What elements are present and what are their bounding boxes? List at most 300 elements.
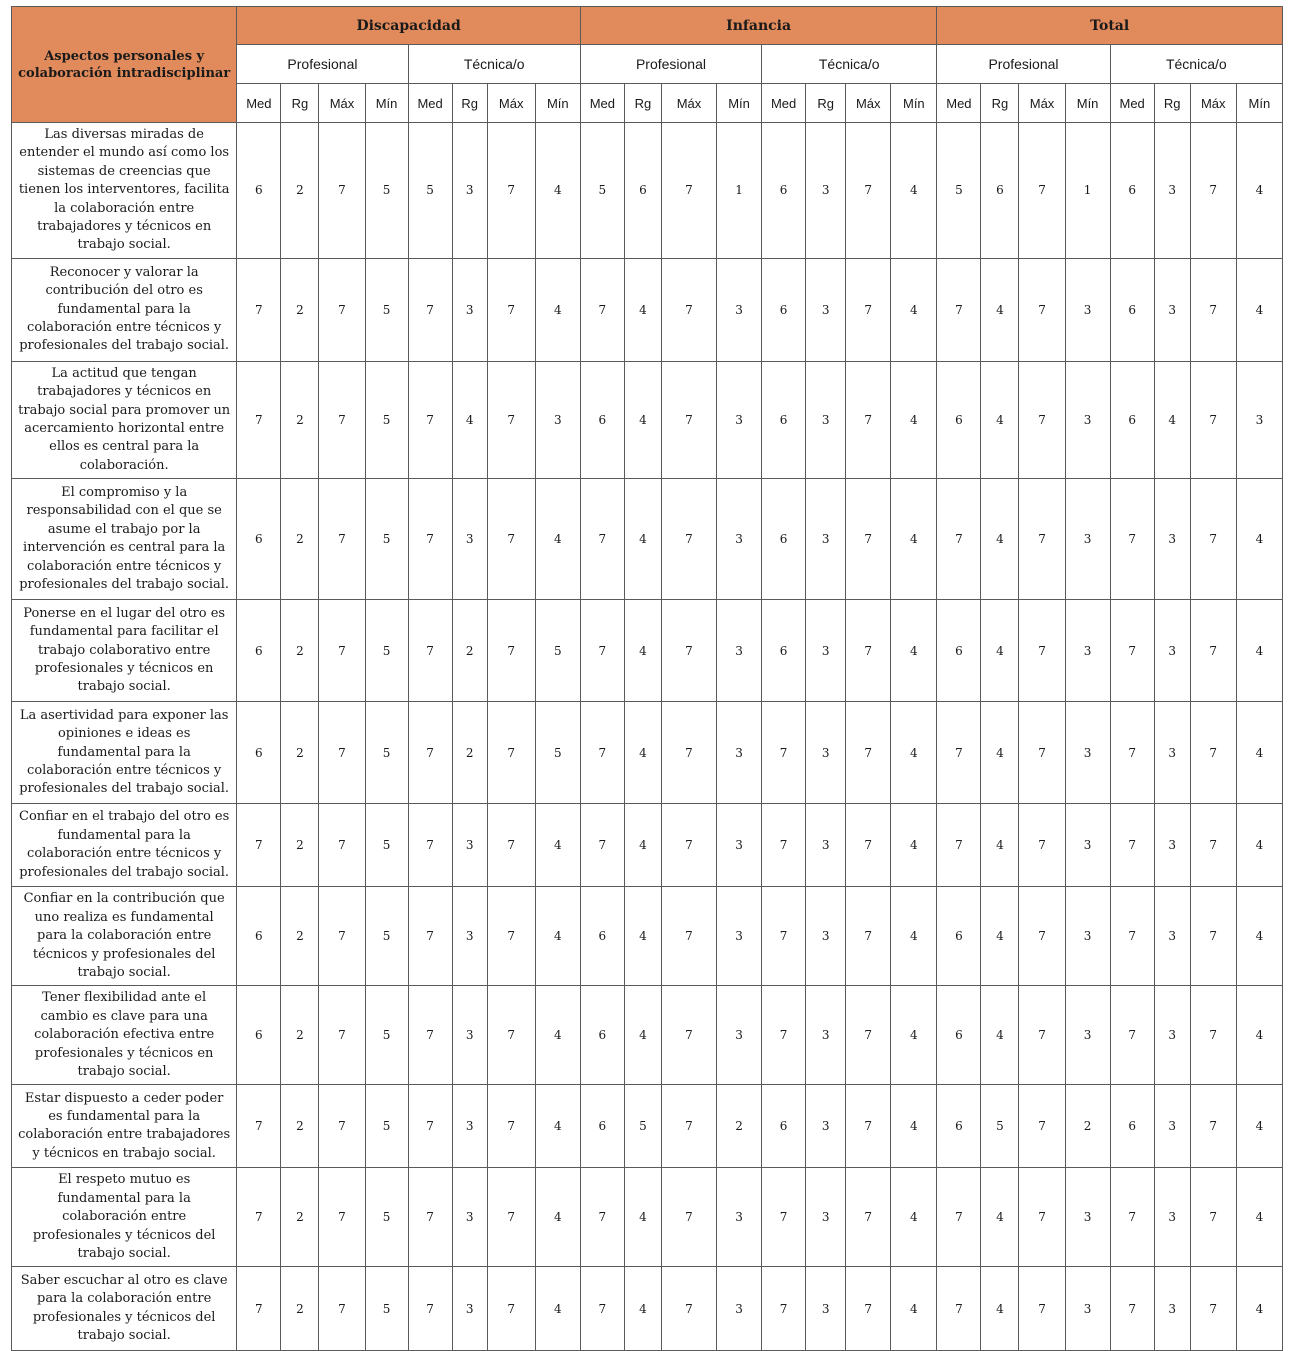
table-row bbox=[12, 1168, 1283, 1267]
value-cell: 4 bbox=[624, 1267, 661, 1351]
stat-header-rg: Rg bbox=[1154, 84, 1190, 123]
value-cell: 5 bbox=[365, 600, 408, 702]
value-cell: 3 bbox=[452, 1085, 487, 1168]
value-cell: 4 bbox=[624, 804, 661, 887]
value-cell: 4 bbox=[535, 1168, 580, 1267]
value-cell: 7 bbox=[319, 361, 365, 478]
value-cell: 3 bbox=[806, 258, 846, 361]
value-cell: 4 bbox=[891, 1168, 937, 1267]
value-cell: 7 bbox=[1190, 804, 1236, 887]
value-cell: 3 bbox=[806, 1085, 846, 1168]
value-cell: 2 bbox=[281, 1168, 319, 1267]
role-header-profesional: Profesional bbox=[237, 45, 408, 84]
value-cell: 2 bbox=[452, 702, 487, 804]
value-cell: 7 bbox=[762, 702, 806, 804]
row-header-label: Aspectos personales y colaboración intradisciplinar bbox=[12, 7, 237, 123]
value-cell: 1 bbox=[1065, 123, 1110, 259]
value-cell: 4 bbox=[624, 887, 661, 986]
value-cell: 4 bbox=[1236, 1168, 1282, 1267]
value-cell: 3 bbox=[1154, 479, 1190, 600]
value-cell: 3 bbox=[806, 123, 846, 259]
value-cell: 6 bbox=[624, 123, 661, 259]
value-cell: 7 bbox=[1019, 479, 1065, 600]
value-cell: 7 bbox=[1110, 600, 1154, 702]
value-cell: 7 bbox=[1019, 600, 1065, 702]
value-cell: 7 bbox=[937, 479, 981, 600]
value-cell: 7 bbox=[319, 1085, 365, 1168]
value-cell: 7 bbox=[487, 702, 535, 804]
results-table bbox=[11, 6, 1283, 1351]
value-cell: 3 bbox=[806, 479, 846, 600]
value-cell: 7 bbox=[237, 1267, 281, 1351]
value-cell: 7 bbox=[580, 479, 624, 600]
value-cell: 3 bbox=[717, 804, 762, 887]
value-cell: 7 bbox=[661, 887, 716, 986]
value-cell: 6 bbox=[237, 702, 281, 804]
value-cell: 6 bbox=[937, 1085, 981, 1168]
value-cell: 7 bbox=[1019, 804, 1065, 887]
value-cell: 7 bbox=[408, 258, 452, 361]
value-cell: 7 bbox=[487, 1168, 535, 1267]
stat-header-max: Máx bbox=[661, 84, 716, 123]
value-cell: 6 bbox=[580, 986, 624, 1085]
value-cell: 7 bbox=[408, 702, 452, 804]
role-header-profesional: Profesional bbox=[937, 45, 1110, 84]
value-cell: 5 bbox=[365, 1085, 408, 1168]
stat-header-max: Máx bbox=[487, 84, 535, 123]
value-cell: 7 bbox=[1110, 804, 1154, 887]
value-cell: 7 bbox=[237, 804, 281, 887]
value-cell: 7 bbox=[762, 804, 806, 887]
value-cell: 7 bbox=[319, 804, 365, 887]
value-cell: 7 bbox=[487, 600, 535, 702]
value-cell: 4 bbox=[1236, 600, 1282, 702]
value-cell: 5 bbox=[365, 258, 408, 361]
table-row bbox=[12, 258, 1283, 361]
value-cell: 3 bbox=[1154, 123, 1190, 259]
value-cell: 5 bbox=[365, 361, 408, 478]
value-cell: 7 bbox=[487, 123, 535, 259]
value-cell: 4 bbox=[891, 986, 937, 1085]
value-cell: 6 bbox=[762, 258, 806, 361]
value-cell: 3 bbox=[806, 887, 846, 986]
value-cell: 5 bbox=[624, 1085, 661, 1168]
value-cell: 7 bbox=[846, 702, 891, 804]
value-cell: 7 bbox=[1019, 258, 1065, 361]
value-cell: 7 bbox=[487, 258, 535, 361]
stat-header-min: Mín bbox=[365, 84, 408, 123]
aspect-label: El compromiso y la responsabilidad con el que se asume el trabajo por la intervención es central para la colaboración entre técnicos y profesionales del trabajo social. bbox=[12, 479, 237, 600]
value-cell: 5 bbox=[365, 1267, 408, 1351]
value-cell: 6 bbox=[762, 361, 806, 478]
value-cell: 7 bbox=[408, 600, 452, 702]
stat-header-rg: Rg bbox=[981, 84, 1019, 123]
value-cell: 3 bbox=[1065, 258, 1110, 361]
value-cell: 6 bbox=[1110, 123, 1154, 259]
value-cell: 5 bbox=[937, 123, 981, 259]
value-cell: 7 bbox=[1019, 1267, 1065, 1351]
value-cell: 3 bbox=[452, 123, 487, 259]
stat-header-med: Med bbox=[237, 84, 281, 123]
value-cell: 3 bbox=[1154, 986, 1190, 1085]
value-cell: 6 bbox=[237, 600, 281, 702]
value-cell: 7 bbox=[846, 1168, 891, 1267]
value-cell: 3 bbox=[717, 1168, 762, 1267]
value-cell: 7 bbox=[1190, 1085, 1236, 1168]
value-cell: 3 bbox=[717, 986, 762, 1085]
value-cell: 4 bbox=[981, 600, 1019, 702]
value-cell: 7 bbox=[846, 258, 891, 361]
value-cell: 7 bbox=[937, 258, 981, 361]
value-cell: 7 bbox=[937, 1168, 981, 1267]
value-cell: 7 bbox=[1110, 1168, 1154, 1267]
value-cell: 6 bbox=[237, 887, 281, 986]
value-cell: 7 bbox=[762, 887, 806, 986]
value-cell: 2 bbox=[281, 804, 319, 887]
value-cell: 4 bbox=[891, 600, 937, 702]
value-cell: 4 bbox=[1236, 1267, 1282, 1351]
value-cell: 7 bbox=[661, 986, 716, 1085]
value-cell: 4 bbox=[624, 479, 661, 600]
value-cell: 4 bbox=[535, 1267, 580, 1351]
value-cell: 2 bbox=[1065, 1085, 1110, 1168]
value-cell: 3 bbox=[1154, 887, 1190, 986]
value-cell: 5 bbox=[365, 123, 408, 259]
value-cell: 4 bbox=[981, 1267, 1019, 1351]
value-cell: 7 bbox=[487, 804, 535, 887]
stat-header-med: Med bbox=[408, 84, 452, 123]
table-row bbox=[12, 804, 1283, 887]
value-cell: 4 bbox=[1236, 258, 1282, 361]
value-cell: 4 bbox=[981, 361, 1019, 478]
value-cell: 7 bbox=[1190, 258, 1236, 361]
value-cell: 7 bbox=[846, 123, 891, 259]
value-cell: 7 bbox=[580, 1267, 624, 1351]
table-row bbox=[12, 887, 1283, 986]
value-cell: 7 bbox=[846, 600, 891, 702]
value-cell: 7 bbox=[1110, 887, 1154, 986]
value-cell: 5 bbox=[365, 887, 408, 986]
value-cell: 5 bbox=[365, 986, 408, 1085]
value-cell: 7 bbox=[846, 804, 891, 887]
aspect-label: La asertividad para exponer las opiniones e ideas es fundamental para la colaboración entre técnicos y profesionales del trabajo social. bbox=[12, 702, 237, 804]
value-cell: 5 bbox=[580, 123, 624, 259]
group-header-discapacidad: Discapacidad bbox=[237, 7, 581, 45]
value-cell: 7 bbox=[487, 1267, 535, 1351]
value-cell: 6 bbox=[981, 123, 1019, 259]
value-cell: 7 bbox=[1019, 986, 1065, 1085]
stat-header-med: Med bbox=[937, 84, 981, 123]
value-cell: 3 bbox=[717, 361, 762, 478]
table-header bbox=[12, 7, 1283, 123]
value-cell: 7 bbox=[580, 702, 624, 804]
value-cell: 7 bbox=[1190, 887, 1236, 986]
value-cell: 7 bbox=[1019, 887, 1065, 986]
value-cell: 7 bbox=[1190, 479, 1236, 600]
value-cell: 7 bbox=[319, 1168, 365, 1267]
stat-header-med: Med bbox=[1110, 84, 1154, 123]
value-cell: 3 bbox=[1065, 986, 1110, 1085]
value-cell: 7 bbox=[408, 887, 452, 986]
stat-header-rg: Rg bbox=[806, 84, 846, 123]
value-cell: 5 bbox=[535, 702, 580, 804]
value-cell: 6 bbox=[580, 1085, 624, 1168]
value-cell: 6 bbox=[237, 123, 281, 259]
value-cell: 7 bbox=[1110, 986, 1154, 1085]
group-header-infancia: Infancia bbox=[580, 7, 937, 45]
value-cell: 7 bbox=[319, 702, 365, 804]
value-cell: 7 bbox=[1190, 123, 1236, 259]
value-cell: 4 bbox=[1236, 702, 1282, 804]
value-cell: 6 bbox=[1110, 258, 1154, 361]
value-cell: 6 bbox=[762, 1085, 806, 1168]
value-cell: 3 bbox=[452, 986, 487, 1085]
value-cell: 4 bbox=[535, 1085, 580, 1168]
value-cell: 6 bbox=[237, 986, 281, 1085]
value-cell: 7 bbox=[1190, 1168, 1236, 1267]
value-cell: 7 bbox=[661, 1085, 716, 1168]
value-cell: 4 bbox=[624, 600, 661, 702]
value-cell: 7 bbox=[408, 1267, 452, 1351]
value-cell: 7 bbox=[937, 702, 981, 804]
value-cell: 4 bbox=[891, 887, 937, 986]
value-cell: 5 bbox=[535, 600, 580, 702]
value-cell: 7 bbox=[319, 258, 365, 361]
stat-header-max: Máx bbox=[1019, 84, 1065, 123]
value-cell: 3 bbox=[1065, 479, 1110, 600]
value-cell: 6 bbox=[1110, 1085, 1154, 1168]
value-cell: 7 bbox=[319, 1267, 365, 1351]
value-cell: 3 bbox=[1154, 804, 1190, 887]
value-cell: 3 bbox=[806, 804, 846, 887]
value-cell: 7 bbox=[1019, 361, 1065, 478]
aspect-label: Saber escuchar al otro es clave para la colaboración entre profesionales y técnicos del trabajo social. bbox=[12, 1267, 237, 1351]
value-cell: 4 bbox=[1236, 887, 1282, 986]
value-cell: 4 bbox=[981, 702, 1019, 804]
value-cell: 4 bbox=[624, 1168, 661, 1267]
value-cell: 7 bbox=[487, 361, 535, 478]
value-cell: 7 bbox=[1019, 123, 1065, 259]
aspect-label: Las diversas miradas de entender el mundo así como los sistemas de creencias que tienen los interventores, facilita la colaboración entre trabajadores y técnicos en trabajo social. bbox=[12, 123, 237, 259]
value-cell: 2 bbox=[281, 258, 319, 361]
value-cell: 4 bbox=[624, 986, 661, 1085]
value-cell: 3 bbox=[717, 887, 762, 986]
value-cell: 6 bbox=[1110, 361, 1154, 478]
value-cell: 3 bbox=[806, 1168, 846, 1267]
value-cell: 6 bbox=[237, 479, 281, 600]
value-cell: 7 bbox=[319, 887, 365, 986]
stat-header-min: Mín bbox=[891, 84, 937, 123]
value-cell: 5 bbox=[981, 1085, 1019, 1168]
value-cell: 6 bbox=[762, 123, 806, 259]
value-cell: 2 bbox=[452, 600, 487, 702]
value-cell: 3 bbox=[806, 361, 846, 478]
aspect-label: El respeto mutuo es fundamental para la colaboración entre profesionales y técnicos del trabajo social. bbox=[12, 1168, 237, 1267]
value-cell: 7 bbox=[319, 600, 365, 702]
value-cell: 4 bbox=[1236, 1085, 1282, 1168]
stat-header-med: Med bbox=[762, 84, 806, 123]
value-cell: 3 bbox=[1154, 1085, 1190, 1168]
value-cell: 3 bbox=[535, 361, 580, 478]
value-cell: 3 bbox=[1065, 702, 1110, 804]
value-cell: 7 bbox=[762, 1168, 806, 1267]
aspect-label: Confiar en la contribución que uno realiza es fundamental para la colaboración entre técnicos y profesionales del trabajo social. bbox=[12, 887, 237, 986]
value-cell: 7 bbox=[846, 1085, 891, 1168]
value-cell: 7 bbox=[580, 600, 624, 702]
value-cell: 7 bbox=[661, 123, 716, 259]
value-cell: 7 bbox=[1019, 1085, 1065, 1168]
aspect-label: Confiar en el trabajo del otro es fundamental para la colaboración entre técnicos y profesionales del trabajo social. bbox=[12, 804, 237, 887]
table-row bbox=[12, 1085, 1283, 1168]
value-cell: 4 bbox=[981, 804, 1019, 887]
value-cell: 3 bbox=[1154, 1267, 1190, 1351]
group-header-total: Total bbox=[937, 7, 1283, 45]
value-cell: 4 bbox=[1236, 123, 1282, 259]
value-cell: 7 bbox=[237, 1168, 281, 1267]
value-cell: 7 bbox=[846, 986, 891, 1085]
value-cell: 3 bbox=[1154, 702, 1190, 804]
value-cell: 2 bbox=[281, 123, 319, 259]
value-cell: 4 bbox=[535, 986, 580, 1085]
value-cell: 4 bbox=[891, 1267, 937, 1351]
value-cell: 3 bbox=[806, 1267, 846, 1351]
value-cell: 7 bbox=[319, 479, 365, 600]
value-cell: 5 bbox=[365, 702, 408, 804]
value-cell: 7 bbox=[580, 1168, 624, 1267]
value-cell: 4 bbox=[981, 258, 1019, 361]
value-cell: 7 bbox=[487, 986, 535, 1085]
value-cell: 4 bbox=[891, 361, 937, 478]
role-header-tecnica: Técnica/o bbox=[762, 45, 937, 84]
aspect-label: Reconocer y valorar la contribución del otro es fundamental para la colaboración entre técnicos y profesionales del trabajo social. bbox=[12, 258, 237, 361]
value-cell: 4 bbox=[891, 1085, 937, 1168]
value-cell: 3 bbox=[806, 600, 846, 702]
value-cell: 5 bbox=[365, 479, 408, 600]
value-cell: 7 bbox=[237, 361, 281, 478]
value-cell: 6 bbox=[580, 887, 624, 986]
value-cell: 4 bbox=[981, 1168, 1019, 1267]
value-cell: 4 bbox=[1236, 986, 1282, 1085]
role-header-tecnica: Técnica/o bbox=[408, 45, 580, 84]
value-cell: 4 bbox=[891, 479, 937, 600]
value-cell: 7 bbox=[1110, 702, 1154, 804]
value-cell: 6 bbox=[937, 600, 981, 702]
stat-header-rg: Rg bbox=[281, 84, 319, 123]
value-cell: 7 bbox=[319, 986, 365, 1085]
value-cell: 7 bbox=[937, 804, 981, 887]
value-cell: 7 bbox=[487, 887, 535, 986]
value-cell: 7 bbox=[408, 804, 452, 887]
value-cell: 7 bbox=[408, 1085, 452, 1168]
value-cell: 2 bbox=[281, 702, 319, 804]
value-cell: 6 bbox=[762, 600, 806, 702]
value-cell: 3 bbox=[1154, 600, 1190, 702]
value-cell: 7 bbox=[1190, 986, 1236, 1085]
value-cell: 3 bbox=[1154, 258, 1190, 361]
value-cell: 2 bbox=[281, 1085, 319, 1168]
value-cell: 7 bbox=[846, 1267, 891, 1351]
value-cell: 2 bbox=[281, 986, 319, 1085]
role-header-tecnica: Técnica/o bbox=[1110, 45, 1282, 84]
value-cell: 3 bbox=[717, 600, 762, 702]
value-cell: 7 bbox=[846, 479, 891, 600]
value-cell: 7 bbox=[661, 258, 716, 361]
value-cell: 5 bbox=[365, 804, 408, 887]
value-cell: 3 bbox=[452, 887, 487, 986]
value-cell: 4 bbox=[891, 702, 937, 804]
value-cell: 7 bbox=[487, 1085, 535, 1168]
value-cell: 4 bbox=[891, 804, 937, 887]
value-cell: 2 bbox=[281, 600, 319, 702]
value-cell: 7 bbox=[408, 479, 452, 600]
value-cell: 4 bbox=[624, 258, 661, 361]
value-cell: 7 bbox=[661, 479, 716, 600]
value-cell: 3 bbox=[452, 1168, 487, 1267]
value-cell: 4 bbox=[452, 361, 487, 478]
value-cell: 3 bbox=[452, 479, 487, 600]
table-row bbox=[12, 600, 1283, 702]
value-cell: 7 bbox=[937, 1267, 981, 1351]
value-cell: 7 bbox=[762, 1267, 806, 1351]
value-cell: 7 bbox=[1019, 702, 1065, 804]
value-cell: 3 bbox=[1065, 600, 1110, 702]
value-cell: 4 bbox=[535, 804, 580, 887]
value-cell: 7 bbox=[1190, 600, 1236, 702]
value-cell: 5 bbox=[408, 123, 452, 259]
value-cell: 7 bbox=[1190, 361, 1236, 478]
value-cell: 4 bbox=[535, 479, 580, 600]
value-cell: 3 bbox=[1154, 1168, 1190, 1267]
value-cell: 4 bbox=[1154, 361, 1190, 478]
value-cell: 6 bbox=[762, 479, 806, 600]
value-cell: 7 bbox=[580, 804, 624, 887]
value-cell: 7 bbox=[319, 123, 365, 259]
value-cell: 7 bbox=[762, 986, 806, 1085]
value-cell: 6 bbox=[937, 887, 981, 986]
value-cell: 3 bbox=[806, 986, 846, 1085]
value-cell: 7 bbox=[661, 1168, 716, 1267]
value-cell: 7 bbox=[408, 986, 452, 1085]
stat-header-min: Mín bbox=[1065, 84, 1110, 123]
value-cell: 4 bbox=[981, 887, 1019, 986]
value-cell: 7 bbox=[408, 1168, 452, 1267]
value-cell: 7 bbox=[487, 479, 535, 600]
value-cell: 7 bbox=[661, 361, 716, 478]
value-cell: 4 bbox=[891, 258, 937, 361]
aspect-label: Estar dispuesto a ceder poder es fundamental para la colaboración entre trabajadores y técnicos en trabajo social. bbox=[12, 1085, 237, 1168]
value-cell: 3 bbox=[452, 804, 487, 887]
value-cell: 3 bbox=[1065, 887, 1110, 986]
stat-header-min: Mín bbox=[1236, 84, 1282, 123]
value-cell: 7 bbox=[846, 887, 891, 986]
value-cell: 4 bbox=[891, 123, 937, 259]
table-row bbox=[12, 123, 1283, 259]
value-cell: 7 bbox=[408, 361, 452, 478]
value-cell: 7 bbox=[661, 600, 716, 702]
value-cell: 4 bbox=[535, 123, 580, 259]
value-cell: 4 bbox=[535, 887, 580, 986]
value-cell: 3 bbox=[717, 258, 762, 361]
value-cell: 3 bbox=[717, 702, 762, 804]
value-cell: 3 bbox=[806, 702, 846, 804]
value-cell: 4 bbox=[624, 702, 661, 804]
value-cell: 4 bbox=[1236, 804, 1282, 887]
value-cell: 3 bbox=[1065, 361, 1110, 478]
stat-header-max: Máx bbox=[1190, 84, 1236, 123]
stat-header-max: Máx bbox=[319, 84, 365, 123]
value-cell: 7 bbox=[1110, 1267, 1154, 1351]
value-cell: 7 bbox=[1019, 1168, 1065, 1267]
